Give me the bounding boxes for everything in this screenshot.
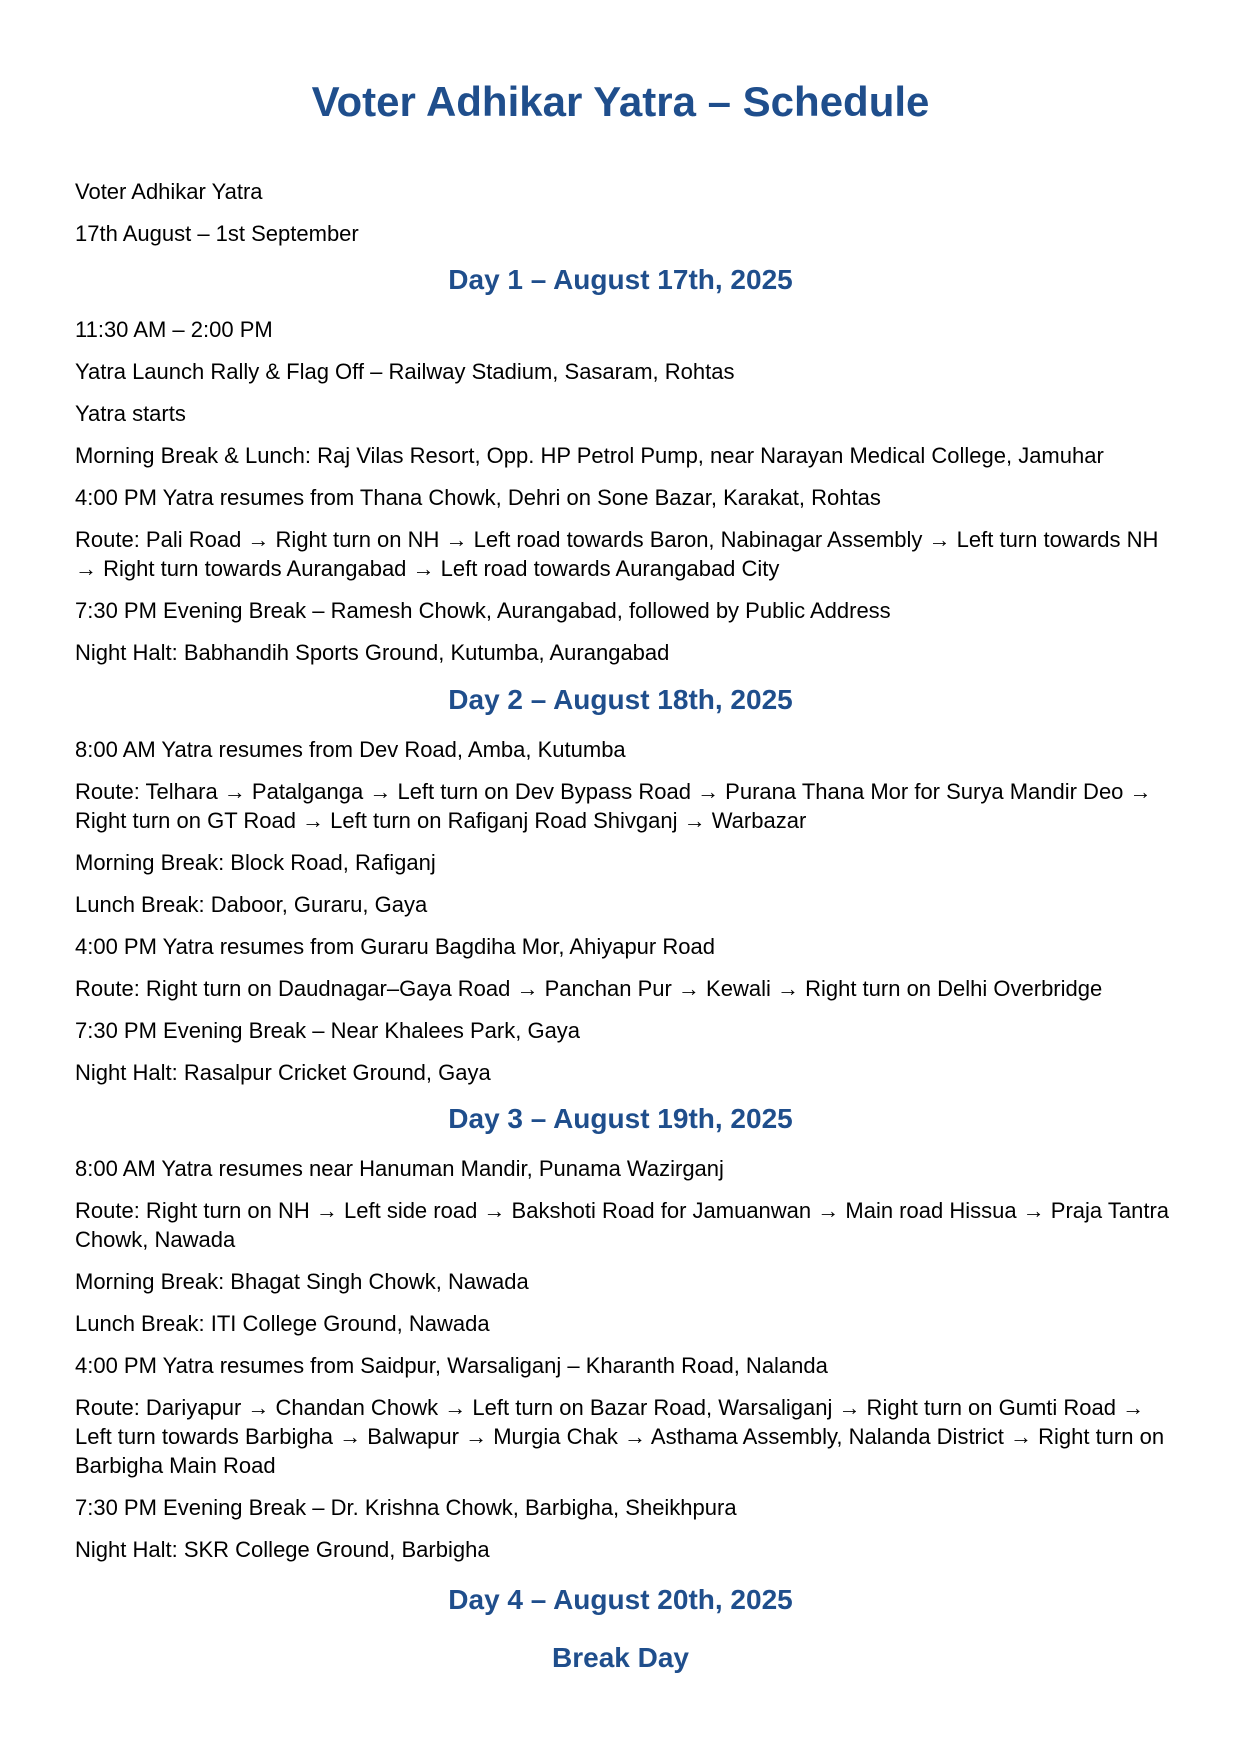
yatra-name: Voter Adhikar Yatra	[75, 179, 263, 204]
day-heading: Day 3 – August 19th, 2025	[448, 1103, 793, 1134]
yatra-dates: 17th August – 1st September	[75, 221, 359, 246]
day-heading: Day 4 – August 20th, 2025	[448, 1584, 793, 1615]
schedule-item: 7:30 PM Evening Break – Near Khalees Park, Gaya	[75, 1018, 581, 1043]
schedule-item: Lunch Break: ITI College Ground, Nawada	[75, 1311, 490, 1336]
day-section-2	[75, 682, 1175, 1100]
schedule-item: 11:30 AM – 2:00 PM	[75, 317, 273, 342]
schedule-item: Yatra starts	[75, 401, 186, 426]
schedule-item: 7:30 PM Evening Break – Ramesh Chowk, Aurangabad, followed by Public Address	[75, 598, 891, 623]
schedule-item: Morning Break: Block Road, Rafiganj	[75, 850, 436, 875]
day-heading: Day 1 – August 17th, 2025	[448, 264, 793, 295]
day-section-4	[75, 1582, 1175, 1618]
page-title: Voter Adhikar Yatra – Schedule	[311, 78, 930, 125]
route-item: Route: Telhara → Patalganga → Left turn on Dev Bypass Road → Purana Thana Mor for Surya Mandir Deo → Right turn on GT Road → Left turn on Rafiganj Road Shivganj → Warbazar	[75, 779, 1152, 833]
day-section-3	[75, 1101, 1175, 1577]
schedule-item: Lunch Break: Daboor, Guraru, Gaya	[75, 892, 428, 917]
schedule-item: 4:00 PM Yatra resumes from Guraru Bagdiha Mor, Ahiyapur Road	[75, 934, 715, 959]
intro-block	[75, 177, 1175, 261]
day-section-1	[75, 262, 1175, 680]
schedule-item: 4:00 PM Yatra resumes from Thana Chowk, Dehri on Sone Bazar, Karakat, Rohtas	[75, 485, 881, 510]
night-halt-item: Night Halt: Rasalpur Cricket Ground, Gaya	[75, 1060, 491, 1085]
schedule-item: Morning Break: Bhagat Singh Chowk, Nawada	[75, 1269, 529, 1294]
route-item: Route: Right turn on NH → Left side road → Bakshoti Road for Jamuanwan → Main road Hissua → Praja Tantra Chowk, Nawada	[75, 1198, 1170, 1252]
day-heading: Day 2 – August 18th, 2025	[448, 684, 793, 715]
schedule-item: 8:00 AM Yatra resumes from Dev Road, Amba, Kutumba	[75, 737, 626, 762]
schedule-item: 4:00 PM Yatra resumes from Saidpur, Warsaliganj – Kharanth Road, Nalanda	[75, 1353, 828, 1378]
schedule-item: 7:30 PM Evening Break – Dr. Krishna Chowk, Barbigha, Sheikhpura	[75, 1495, 737, 1520]
route-item: Route: Pali Road → Right turn on NH → Left road towards Baron, Nabinagar Assembly → Left turn towards NH → Right turn towards Aurangabad → Left road towards Aurangabad City	[75, 527, 1159, 581]
schedule-item: Morning Break & Lunch: Raj Vilas Resort, Opp. HP Petrol Pump, near Narayan Medical College, Jamuhar	[75, 443, 1104, 468]
route-item: Route: Dariyapur → Chandan Chowk → Left turn on Bazar Road, Warsaliganj → Right turn on Gumti Road → Left turn towards Barbigha → Balwapur → Murgia Chak → Asthama Assembly, Nalanda District → Right turn on Barbigha Main Road	[75, 1395, 1165, 1478]
schedule-item: 8:00 AM Yatra resumes near Hanuman Mandir, Punama Wazirganj	[75, 1156, 724, 1181]
night-halt-item: Night Halt: Babhandih Sports Ground, Kutumba, Aurangabad	[75, 640, 670, 665]
schedule-item: Yatra Launch Rally & Flag Off – Railway Stadium, Sasaram, Rohtas	[75, 359, 735, 384]
night-halt-item: Night Halt: SKR College Ground, Barbigha	[75, 1537, 490, 1562]
route-item: Route: Right turn on Daudnagar–Gaya Road → Panchan Pur → Kewali → Right turn on Delhi Overbridge	[75, 976, 1103, 1001]
break-day-label: Break Day	[552, 1642, 689, 1673]
